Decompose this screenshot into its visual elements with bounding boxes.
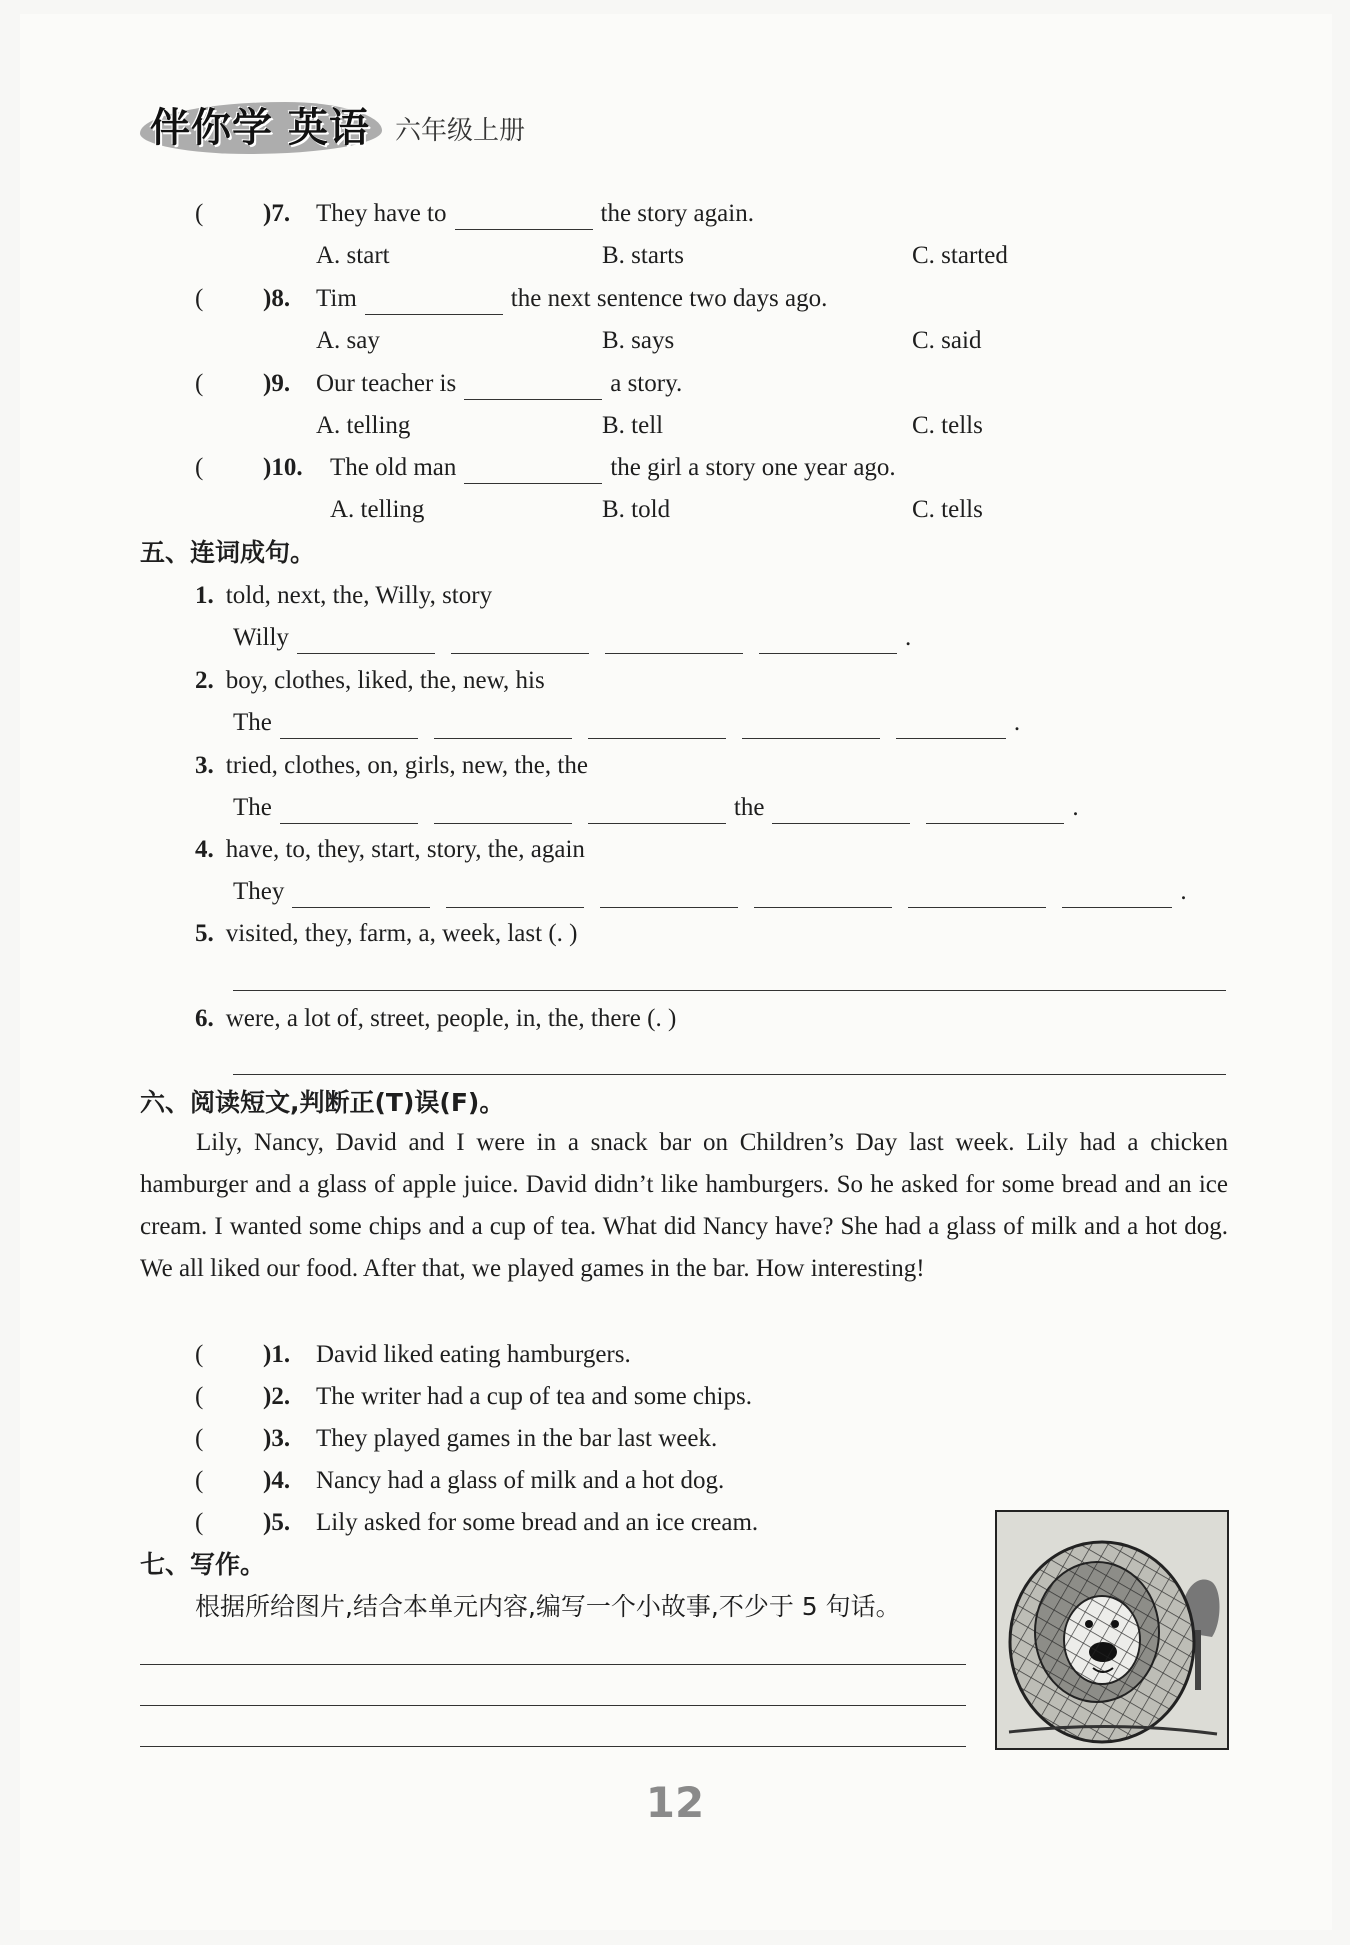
option-c: C. started	[912, 242, 1008, 269]
word-blank[interactable]	[600, 881, 738, 908]
question-number: )10.	[263, 454, 303, 481]
stem-pre: Tim	[316, 285, 357, 312]
sentence-mid-word: the	[733, 794, 765, 821]
option-a: A. telling	[316, 412, 411, 439]
sentence-start: They	[233, 878, 285, 905]
lion-in-net-illustration	[995, 1510, 1229, 1750]
answer-line: Willy .	[233, 622, 911, 654]
question-number: )8.	[263, 285, 291, 312]
answer-blank[interactable]	[464, 373, 602, 400]
question-number: )9.	[263, 370, 291, 397]
answer-line[interactable]	[233, 990, 1226, 991]
brand-title: 伴你学 英语	[150, 105, 370, 151]
section-6-title: 六、阅读短文,判断正(T)误(F)。	[140, 1088, 505, 1117]
item-number: 4.	[195, 836, 214, 863]
stem-pre: They have to	[316, 200, 447, 227]
word-blank[interactable]	[292, 881, 430, 908]
statement: David liked eating hamburgers.	[316, 1341, 631, 1368]
stem-pre: The old man	[330, 454, 457, 481]
word-blank[interactable]	[280, 712, 418, 739]
section-7-title: 七、写作。	[140, 1550, 266, 1579]
sentence-start: The	[233, 794, 272, 821]
word-blank[interactable]	[446, 881, 584, 908]
scrambled-words	[195, 834, 585, 866]
answer-line[interactable]	[233, 1074, 1226, 1075]
answer-paren[interactable]: (	[195, 370, 204, 397]
word-blank[interactable]	[588, 712, 726, 739]
stem-post: the next sentence two days ago.	[510, 285, 828, 312]
word-blank[interactable]	[588, 797, 726, 824]
word-blank[interactable]	[908, 881, 1046, 908]
item-number: 3.	[195, 752, 214, 779]
lion-net-drawing	[997, 1512, 1227, 1748]
option-c: C. said	[912, 327, 982, 354]
answer-paren[interactable]: (	[195, 1383, 204, 1410]
statement: Nancy had a glass of milk and a hot dog.	[316, 1467, 725, 1494]
item-number: )5.	[263, 1509, 291, 1536]
option-c: C. tells	[912, 496, 983, 523]
word-blank[interactable]	[434, 797, 572, 824]
stem-post: a story.	[610, 370, 683, 397]
item-number: )3.	[263, 1425, 291, 1452]
answer-line: The the .	[233, 792, 1079, 824]
answer-paren[interactable]: (	[195, 1425, 204, 1452]
word-blank[interactable]	[759, 627, 897, 654]
option-b: B. says	[602, 327, 675, 354]
item-number: )4.	[263, 1467, 291, 1494]
word-list: tried, clothes, on, girls, new, the, the	[225, 752, 588, 779]
header	[140, 96, 740, 156]
stem-post: the girl a story one year ago.	[610, 454, 896, 481]
statement: They played games in the bar last week.	[316, 1425, 718, 1452]
item-number: 6.	[195, 1005, 214, 1032]
word-blank[interactable]	[926, 797, 1064, 824]
item-number: )2.	[263, 1383, 291, 1410]
word-blank[interactable]	[297, 627, 435, 654]
question-stem	[316, 198, 754, 230]
word-blank[interactable]	[754, 881, 892, 908]
word-blank[interactable]	[896, 712, 1006, 739]
item-number: 1.	[195, 582, 214, 609]
scrambled-words	[195, 580, 492, 612]
question-stem	[330, 452, 896, 484]
scrambled-words	[195, 1003, 676, 1035]
word-list: visited, they, farm, a, week, last (. )	[225, 920, 578, 947]
writing-line[interactable]	[140, 1664, 966, 1665]
word-blank[interactable]	[1062, 881, 1172, 908]
answer-paren[interactable]: (	[195, 200, 204, 227]
word-blank[interactable]	[280, 797, 418, 824]
item-number: )1.	[263, 1341, 291, 1368]
scrambled-words	[195, 750, 588, 782]
item-number: 2.	[195, 667, 214, 694]
option-b: B. starts	[602, 242, 684, 269]
stem-pre: Our teacher is	[316, 370, 457, 397]
reading-passage: Lily, Nancy, David and I were in a snack bar on Children’s Day last week. Lily had a chicken hamburger and a glass of apple juice. David didn’t like hamburgers. So he asked for some bread and an ice cream. I wanted some chips and a cup of tea. What did Nancy have? She had a glass of milk and a hot dog. We all liked our food. After that, we played games in the bar. How interesting!	[140, 1129, 1228, 1282]
option-a: A. start	[316, 242, 390, 269]
word-list: told, next, the, Willy, story	[225, 582, 493, 609]
writing-line[interactable]	[140, 1746, 966, 1747]
grade-label: 六年级上册	[395, 116, 526, 146]
word-blank[interactable]	[772, 797, 910, 824]
answer-line: The .	[233, 707, 1020, 739]
answer-line: They .	[233, 876, 1187, 908]
option-a: A. telling	[330, 496, 425, 523]
question-number: )7.	[263, 200, 291, 227]
word-list: boy, clothes, liked, the, new, his	[225, 667, 545, 694]
word-list: were, a lot of, street, people, in, the, there (. )	[225, 1005, 677, 1032]
word-blank[interactable]	[451, 627, 589, 654]
page-number: 12	[645, 1778, 705, 1827]
scrambled-words	[195, 918, 577, 950]
answer-blank[interactable]	[464, 457, 602, 484]
scrambled-words	[195, 665, 545, 697]
option-c: C. tells	[912, 412, 983, 439]
answer-blank[interactable]	[455, 203, 593, 230]
question-stem	[316, 283, 827, 315]
option-b: B. tell	[602, 412, 664, 439]
answer-paren[interactable]: (	[195, 454, 204, 481]
sentence-start: The	[233, 709, 272, 736]
question-stem	[316, 368, 682, 400]
answer-paren[interactable]: (	[195, 1467, 204, 1494]
statement: The writer had a cup of tea and some chips.	[316, 1383, 752, 1410]
writing-instruction: 根据所给图片,结合本单元内容,编写一个小故事,不少于 5 句话。	[195, 1592, 901, 1621]
word-blank[interactable]	[434, 712, 572, 739]
item-number: 5.	[195, 920, 214, 947]
section-5-title: 五、连词成句。	[140, 538, 316, 567]
answer-blank[interactable]	[365, 288, 503, 315]
writing-line[interactable]	[140, 1705, 966, 1706]
option-b: B. told	[602, 496, 671, 523]
stem-post: the story again.	[600, 200, 754, 227]
answer-paren[interactable]: (	[195, 1341, 204, 1368]
word-blank[interactable]	[742, 712, 880, 739]
sentence-start: Willy	[233, 624, 289, 651]
answer-paren[interactable]: (	[195, 1509, 204, 1536]
answer-paren[interactable]: (	[195, 285, 204, 312]
statement: Lily asked for some bread and an ice cream.	[316, 1509, 759, 1536]
word-blank[interactable]	[605, 627, 743, 654]
option-a: A. say	[316, 327, 380, 354]
word-list: have, to, they, start, story, the, again	[225, 836, 585, 863]
